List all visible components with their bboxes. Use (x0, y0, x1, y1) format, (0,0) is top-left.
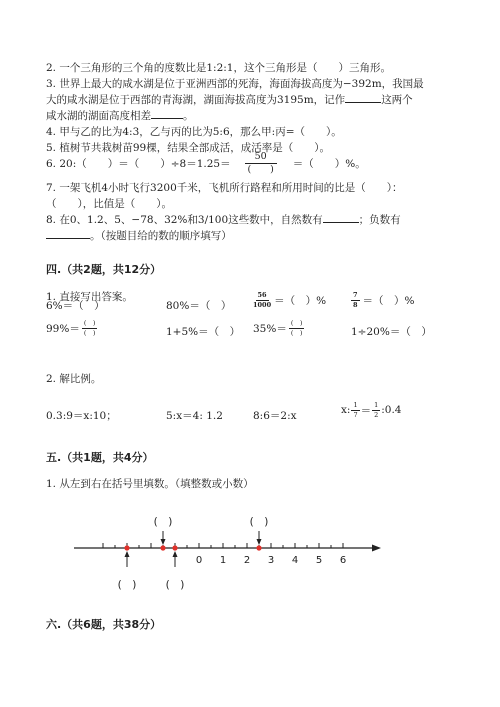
question-4: 4. 甲与乙的比为4:3，乙与丙的比为5:6，那么甲:丙=（ ）。 (46, 126, 342, 138)
oral-calc-r2c2: 1+5%＝（ ） (166, 326, 241, 338)
number-line-pointers (118, 516, 269, 591)
oral-calc-r1c1: 6%＝（ ） (46, 300, 105, 312)
question-8-text-b: ；负数有 (358, 214, 401, 226)
section-5-title: 五.（共1题，共4分） (46, 451, 154, 464)
proportion-4 (341, 402, 402, 418)
question-6 (46, 148, 366, 178)
fraction-numerator: 50 (245, 152, 277, 164)
fraction-denominator: 8 (353, 300, 358, 309)
marked-point (160, 545, 165, 550)
oral-calc-r1c2: 80%＝（ ） (166, 300, 232, 312)
proportion-2: 5:x＝4: 1.2 (166, 410, 223, 422)
fraction-numerator: ( ) (290, 319, 303, 327)
question-8-line-1 (46, 212, 401, 227)
fraction (253, 292, 271, 308)
fraction (82, 320, 98, 336)
tick-label: 1 (219, 555, 227, 566)
proportion-3: 8:6＝2:x (253, 410, 297, 422)
answer-paren[interactable]: ( ) (153, 516, 173, 528)
question-3-line-3 (46, 108, 194, 123)
question-8-line-2 (46, 228, 232, 243)
number-line-figure (0, 505, 500, 600)
question-8-text-c: 。（按题目给的数的顺序填写） (90, 230, 232, 242)
tick-label: 0 (195, 555, 203, 566)
pointer-arrowhead (161, 539, 166, 545)
answer-paren[interactable]: ( ) (249, 516, 269, 528)
marked-point (172, 545, 177, 550)
proportion-4-mid: ＝ (360, 404, 372, 417)
fraction (372, 402, 380, 418)
question-7-line-1: 7. 一架飞机4小时飞行3200千米，飞机所行路程和所用时间的比是（ ）： (46, 182, 403, 194)
question-2: 2. 一个三角形的三个角的度数比是1:2:1，这个三角形是（ ）三角形。 (46, 62, 391, 74)
number-line-labels (196, 555, 346, 566)
fraction-denominator: 2 (374, 410, 379, 419)
oral-calc-r1c4 (351, 292, 415, 308)
fraction-numerator: 1 (353, 401, 358, 409)
question-7-line-2: （ ），比值是（ ）。 (46, 198, 172, 210)
answer-blank[interactable] (345, 92, 381, 103)
fraction-denominator: ( ) (290, 328, 303, 337)
section-6-title: 六.（共6题，共38分） (46, 618, 162, 631)
fraction-denominator: 7 (353, 410, 358, 419)
question-3-text-c: 咸水湖的湖面高度相差 (46, 110, 151, 122)
fraction-denominator: ( ) (247, 163, 274, 175)
question-6-text-b: ＝（ ）%。 (292, 157, 366, 170)
number-line-arrowhead (372, 545, 381, 552)
question-3-text-b: 这两个 (381, 94, 413, 106)
answer-paren[interactable]: ( ) (117, 579, 137, 591)
pointer-arrowhead (173, 551, 178, 557)
answer-blank[interactable] (151, 108, 183, 119)
oral-calc-r1c3-rest: ＝（ ）% (274, 294, 327, 307)
tick-label: 5 (315, 555, 323, 566)
fraction-numerator: 1 (374, 401, 379, 409)
oral-calc-r2c1 (46, 320, 97, 336)
proportion-1: 0.3:9＝x:10； (46, 410, 117, 422)
oral-calc-r2c4: 1÷20%＝（ ） (351, 326, 432, 338)
question-3-text-end: 。 (183, 110, 194, 122)
question-3-line-1: 3. 世界上最大的咸水湖是位于亚洲西部的死海，海面海拔高度为−392m，我国最 (46, 78, 424, 90)
section-4-question-1: 1. 直接写出答案。 (46, 291, 133, 303)
number-line-ticks (103, 543, 343, 548)
tick-label: 2 (243, 555, 251, 566)
section-4-title: 四.（共2题，共12分） (46, 263, 162, 276)
pointer-arrowhead (257, 539, 262, 545)
question-6-fraction (245, 152, 277, 174)
fraction (351, 402, 359, 418)
question-6-text-a: 6. 20:（ ）＝（ ）÷8＝1.25＝ (46, 157, 231, 170)
marked-point (256, 545, 261, 550)
fraction-denominator: 1000 (253, 300, 272, 309)
section-4-question-2: 2. 解比例。 (46, 373, 102, 385)
fraction (289, 320, 305, 336)
oral-calc-r2c3-pre: 35%＝ (253, 322, 287, 335)
marked-point (124, 545, 129, 550)
fraction-numerator: 56 (257, 291, 267, 299)
proportion-4-pre: x: (341, 404, 351, 416)
question-3-line-2 (46, 92, 413, 107)
tick-label: 6 (339, 555, 347, 566)
question-8-text-a: 8. 在0、1.2、5、−78、32%和3/100这些数中，自然数有 (46, 214, 323, 226)
oral-calc-r2c1-pre: 99%＝ (46, 322, 80, 335)
tick-label: 3 (267, 555, 275, 566)
answer-blank[interactable] (46, 228, 90, 239)
fraction-numerator: ( ) (83, 319, 96, 327)
fraction (351, 292, 360, 308)
proportion-4-post: :0.4 (381, 404, 402, 416)
answer-blank[interactable] (323, 212, 359, 223)
fraction-numerator: 7 (353, 291, 358, 299)
oral-calc-r1c3 (253, 292, 326, 308)
question-5: 5. 植树节共栽树苗99棵，结果全部成活，成活率是（ ）。 (46, 142, 330, 154)
tick-label: 4 (291, 555, 299, 566)
question-3-text-a: 大的咸水湖是位于西部的青海湖，湖面海拔高度为3195m，记作 (46, 94, 346, 106)
section-5-question-1: 1. 从左到右在括号里填数。（填整数或小数） (46, 478, 254, 490)
answer-paren[interactable]: ( ) (165, 579, 185, 591)
pointer-arrowhead (125, 551, 130, 557)
fraction-denominator: ( ) (83, 328, 96, 337)
oral-calc-r1c4-rest: ＝（ ）% (362, 294, 415, 307)
oral-calc-r2c3 (253, 320, 304, 336)
